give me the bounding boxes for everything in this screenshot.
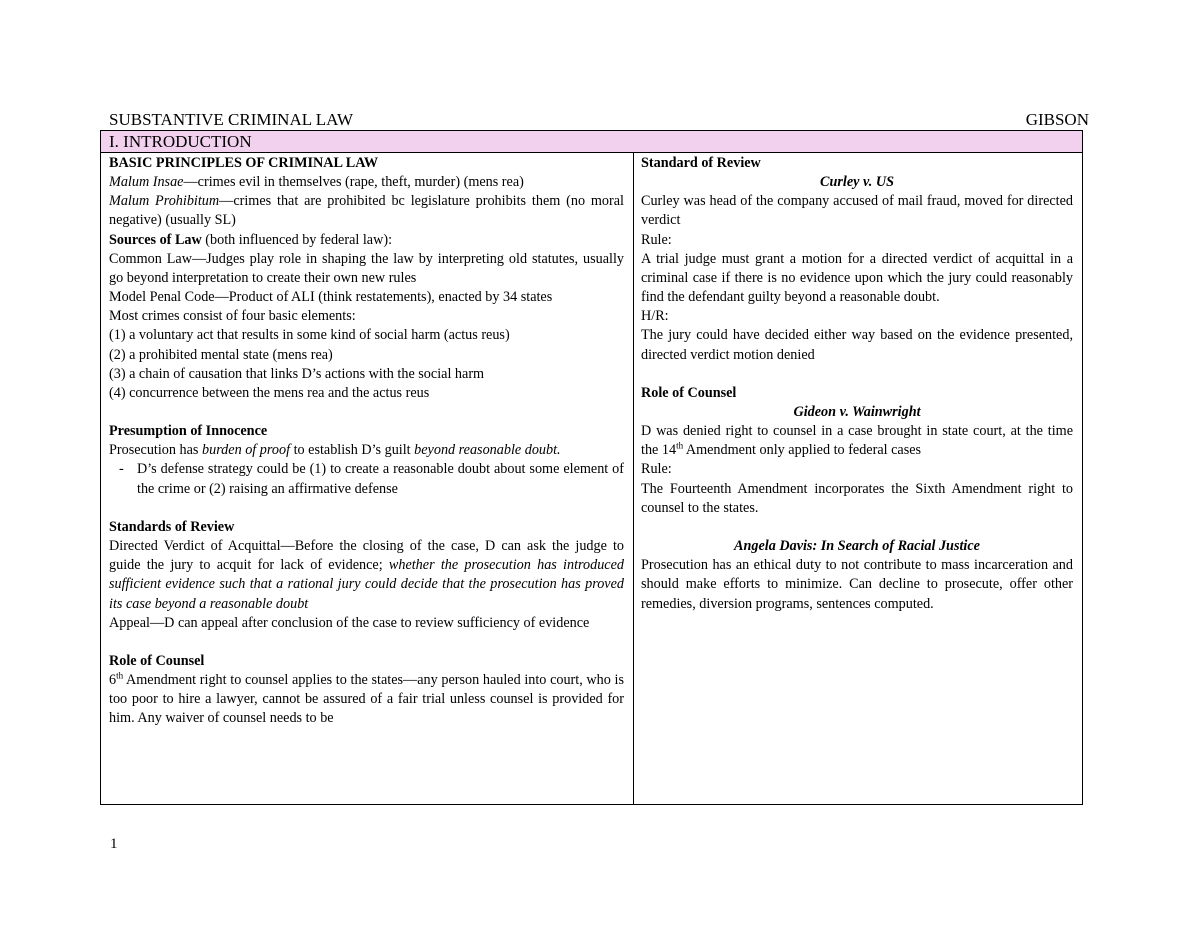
- section-title: I. INTRODUCTION: [101, 131, 1082, 153]
- presumption-heading: Presumption of Innocence: [109, 423, 268, 440]
- left-column: [109, 154, 624, 804]
- standard-of-review-heading: Standard of Review: [641, 155, 761, 171]
- element-item: (1) a voluntary act that results in some kind of social harm (actus reus): [109, 327, 510, 344]
- column-divider: [633, 153, 634, 804]
- dash-bullet: -: [119, 461, 124, 478]
- page-number: 1: [110, 836, 118, 852]
- gideon-rule-label: Rule:: [641, 461, 672, 478]
- malum-insae-definition: [109, 173, 624, 192]
- davis-title: Angela Davis: In Search of Racial Justice: [734, 538, 980, 555]
- defense-strategy-text: D’s defense strategy could be (1) to create a reasonable doubt about some element of the crime or (2) raising an affirmative defense: [137, 461, 624, 497]
- defense-strategy-item: [109, 460, 624, 498]
- outline-table: [100, 130, 1083, 805]
- role-of-counsel-text: 6th Amendment right to counsel applies to the states—any person hauled into court, who is too poor to hire a lawyer, cannot be assured of a fair trial unless counsel is provided for him. Any waiver of counsel needs to be: [109, 670, 624, 727]
- role-of-counsel-heading: Role of Counsel: [641, 384, 737, 401]
- common-law-text: Common Law—Judges play role in shaping the law by interpreting old statutes, usually go beyond interpretation to create their own new rules: [109, 250, 624, 286]
- directed-verdict-text: Directed Verdict of Acquittal—Before the closing of the case, D can ask the judge to guide the jury to acquit for lack of evidence; whether the prosecution has introduced sufficient evidence such that a rational jury could decide that the prosecution has proved its case beyond a reasonable doubt: [109, 538, 624, 612]
- curley-holding: The jury could have decided either way based on the evidence presented, directed verdict motion denied: [641, 327, 1073, 363]
- gideon-rule: The Fourteenth Amendment incorporates the Sixth Amendment right to counsel to the states.: [641, 480, 1073, 516]
- element-item: (2) a prohibited mental state (mens rea): [109, 346, 333, 363]
- curley-rule: A trial judge must grant a motion for a directed verdict of acquittal in a criminal case if there is no evidence upon which the jury could reasonably find the defendant guilty beyond a reasonable doubt.: [641, 250, 1073, 306]
- gideon-facts: D was denied right to counsel in a case brought in state court, at the time the 14th Amendment only applied to federal cases: [641, 423, 1073, 459]
- rule-label: Rule:: [641, 231, 672, 248]
- element-item: (4) concurrence between the mens rea and the actus reus: [109, 384, 430, 401]
- author-name: GIBSON: [1025, 110, 1089, 129]
- holding-label: H/R:: [641, 308, 669, 325]
- curley-case-name: Curley v. US: [820, 174, 894, 191]
- sources-of-law: [109, 231, 624, 250]
- sources-note: (both influenced by federal law):: [201, 231, 393, 248]
- right-column: [641, 154, 1073, 614]
- presumption-text: Prosecution has burden of proof to establish D’s guilt beyond reasonable doubt.: [109, 442, 561, 459]
- elements-intro: Most crimes consist of four basic elements:: [109, 308, 356, 325]
- davis-text: Prosecution has an ethical duty to not contribute to mass incarceration and should make efforts to minimize. Can decline to prosecute, offer other remedies, diversion programs, sentences computed.: [641, 557, 1073, 612]
- model-penal-code-text: Model Penal Code—Product of ALI (think restatements), enacted by 34 states: [109, 289, 553, 306]
- malum-insae-text: —crimes evil in themselves (rape, theft, murder) (mens rea): [183, 174, 524, 191]
- standards-heading: Standards of Review: [109, 518, 235, 535]
- malum-prohibitum-definition: [109, 192, 624, 230]
- malum-prohibitum-term: Malum Prohibitum: [109, 193, 220, 210]
- curley-facts: Curley was head of the company accused of mail fraud, moved for directed verdict: [641, 193, 1073, 229]
- sources-heading: Sources of Law: [109, 231, 202, 248]
- basic-principles-heading: BASIC PRINCIPLES OF CRIMINAL LAW: [109, 155, 379, 171]
- malum-prohibitum-text: —crimes that are prohibited bc legislature prohibits them (no moral negative) (usually SL): [109, 193, 624, 229]
- gideon-case-name: Gideon v. Wainwright: [793, 404, 921, 421]
- role-of-counsel-heading: Role of Counsel: [109, 653, 205, 670]
- malum-insae-term: Malum Insae: [109, 174, 184, 191]
- element-item: (3) a chain of causation that links D’s actions with the social harm: [109, 365, 485, 382]
- document-title: SUBSTANTIVE CRIMINAL LAW: [109, 110, 354, 129]
- appeal-text: Appeal—D can appeal after conclusion of the case to review sufficiency of evidence: [109, 614, 590, 631]
